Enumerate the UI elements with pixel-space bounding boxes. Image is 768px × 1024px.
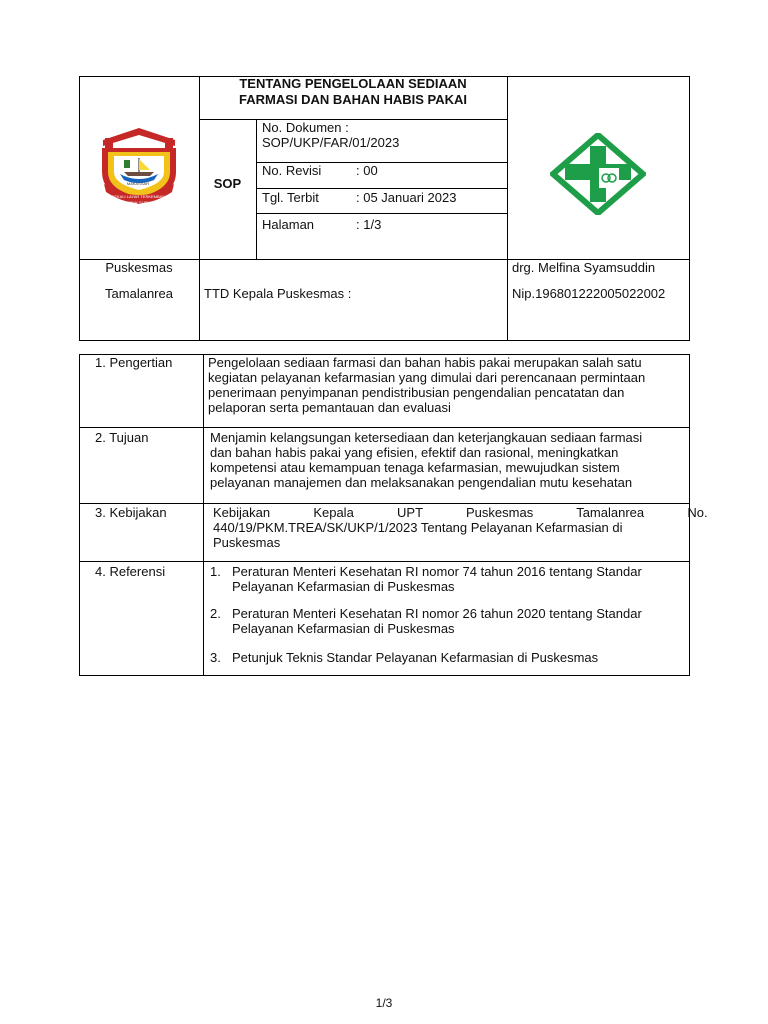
reference-line: Petunjuk Teknis Standar Pelayanan Kefarmasian di Puskesmas: [232, 650, 599, 665]
text-line: Kebijakan Kepala UPT Puskesmas Tamalanrea No.: [213, 505, 708, 520]
reference-line: Peraturan Menteri Kesehatan RI nomor 74 tahun 2016 tentang Standar: [232, 564, 642, 579]
text-line: kegiatan pelayanan kefarmasian yang dimulai dari perencanaan permintaan: [208, 370, 646, 385]
section-label-pengertian: 1. Pengertian: [95, 355, 173, 370]
sop-label: SOP: [213, 176, 242, 191]
reference-item: [210, 606, 684, 638]
terbit-label: Tgl. Terbit: [262, 190, 319, 205]
section-label-tujuan: 2. Tujuan: [95, 430, 149, 445]
reference-line: Pelayanan Kefarmasian di Puskesmas: [232, 621, 455, 636]
revisi-value: : 00: [356, 163, 378, 178]
section-label-referensi: 4. Referensi: [95, 564, 166, 579]
reference-number: 1.: [210, 564, 221, 579]
content-divider: [203, 354, 204, 676]
reference-line: Peraturan Menteri Kesehatan RI nomor 26 tahun 2020 tentang Standar: [232, 606, 642, 621]
header-divider: [256, 119, 257, 259]
sop-title-line2: FARMASI DAN BAHAN HABIS PAKAI: [239, 92, 467, 107]
reference-line: Pelayanan Kefarmasian di Puskesmas: [232, 579, 455, 594]
head-nip: Nip.196801222005022002: [512, 286, 666, 301]
doc-no-label: No. Dokumen :: [262, 120, 349, 135]
doc-no-value: SOP/UKP/FAR/01/2023: [262, 135, 400, 150]
halaman-label: Halaman: [262, 217, 315, 232]
halaman-value: : 1/3: [356, 217, 382, 232]
content-divider: [79, 503, 690, 504]
header-divider: [199, 119, 507, 120]
section-label-kebijakan: 3. Kebijakan: [95, 505, 167, 520]
puskesmas-logo: [550, 133, 646, 215]
terbit-value: : 05 Januari 2023: [356, 190, 457, 205]
text-line: 440/19/PKM.TREA/SK/UKP/1/2023 Tentang Pelayanan Kefarmasian di: [213, 520, 623, 535]
reference-item: [210, 564, 684, 596]
logo-ribbon-motto: SEKALI LAYAR TERKEMBANG: [111, 194, 169, 199]
text-line: pelaporan serta pemantauan dan evaluasi: [208, 400, 451, 415]
header-divider: [256, 188, 507, 189]
head-name: drg. Melfina Syamsuddin: [512, 260, 656, 275]
text-line: Menjamin kelangsungan ketersediaan dan keterjangkauan sediaan farmasi: [210, 430, 643, 445]
text-line: pelayanan manajemen dan melaksanakan pengendalian mutu kesehatan: [210, 475, 633, 490]
logo-ribbon-motto-2: PANTANG BIDUK SURUT KE PANTAI: [105, 200, 175, 205]
content-divider: [79, 427, 690, 428]
section-body-kebijakan: [213, 505, 708, 550]
header-divider: [256, 213, 507, 214]
org-name-line2: Tamalanrea: [105, 286, 173, 301]
text-line: Pengelolaan sediaan farmasi dan bahan habis pakai merupakan salah satu: [208, 355, 642, 370]
text-line: kompetensi atau kemampuan tenaga kefarmasian, mewujudkan sistem: [210, 460, 620, 475]
content-divider: [79, 561, 690, 562]
reference-number: 2.: [210, 606, 221, 621]
reference-item: [210, 650, 684, 666]
ttd-label: TTD Kepala Puskesmas :: [204, 286, 352, 301]
logo-ribbon-city: MAKASSAR: [126, 181, 150, 186]
text-line: penerimaan penyimpanan pendistribusian pengendalian pencatatan dan: [208, 385, 625, 400]
text-line: Puskesmas: [213, 535, 281, 550]
text-line: dan bahan habis pakai yang efisien, efektif dan rasional, meningkatkan: [210, 445, 619, 460]
section-body-tujuan: [210, 430, 684, 490]
reference-number: 3.: [210, 650, 221, 665]
page-number: 1/3: [375, 996, 393, 1010]
header-divider: [507, 76, 508, 341]
sop-title-line1: TENTANG PENGELOLAAN SEDIAAN: [239, 76, 467, 91]
revisi-label: No. Revisi: [262, 163, 322, 178]
org-name-line1: Puskesmas: [105, 260, 173, 275]
section-body-pengertian: [208, 355, 684, 415]
header-divider: [199, 76, 200, 341]
